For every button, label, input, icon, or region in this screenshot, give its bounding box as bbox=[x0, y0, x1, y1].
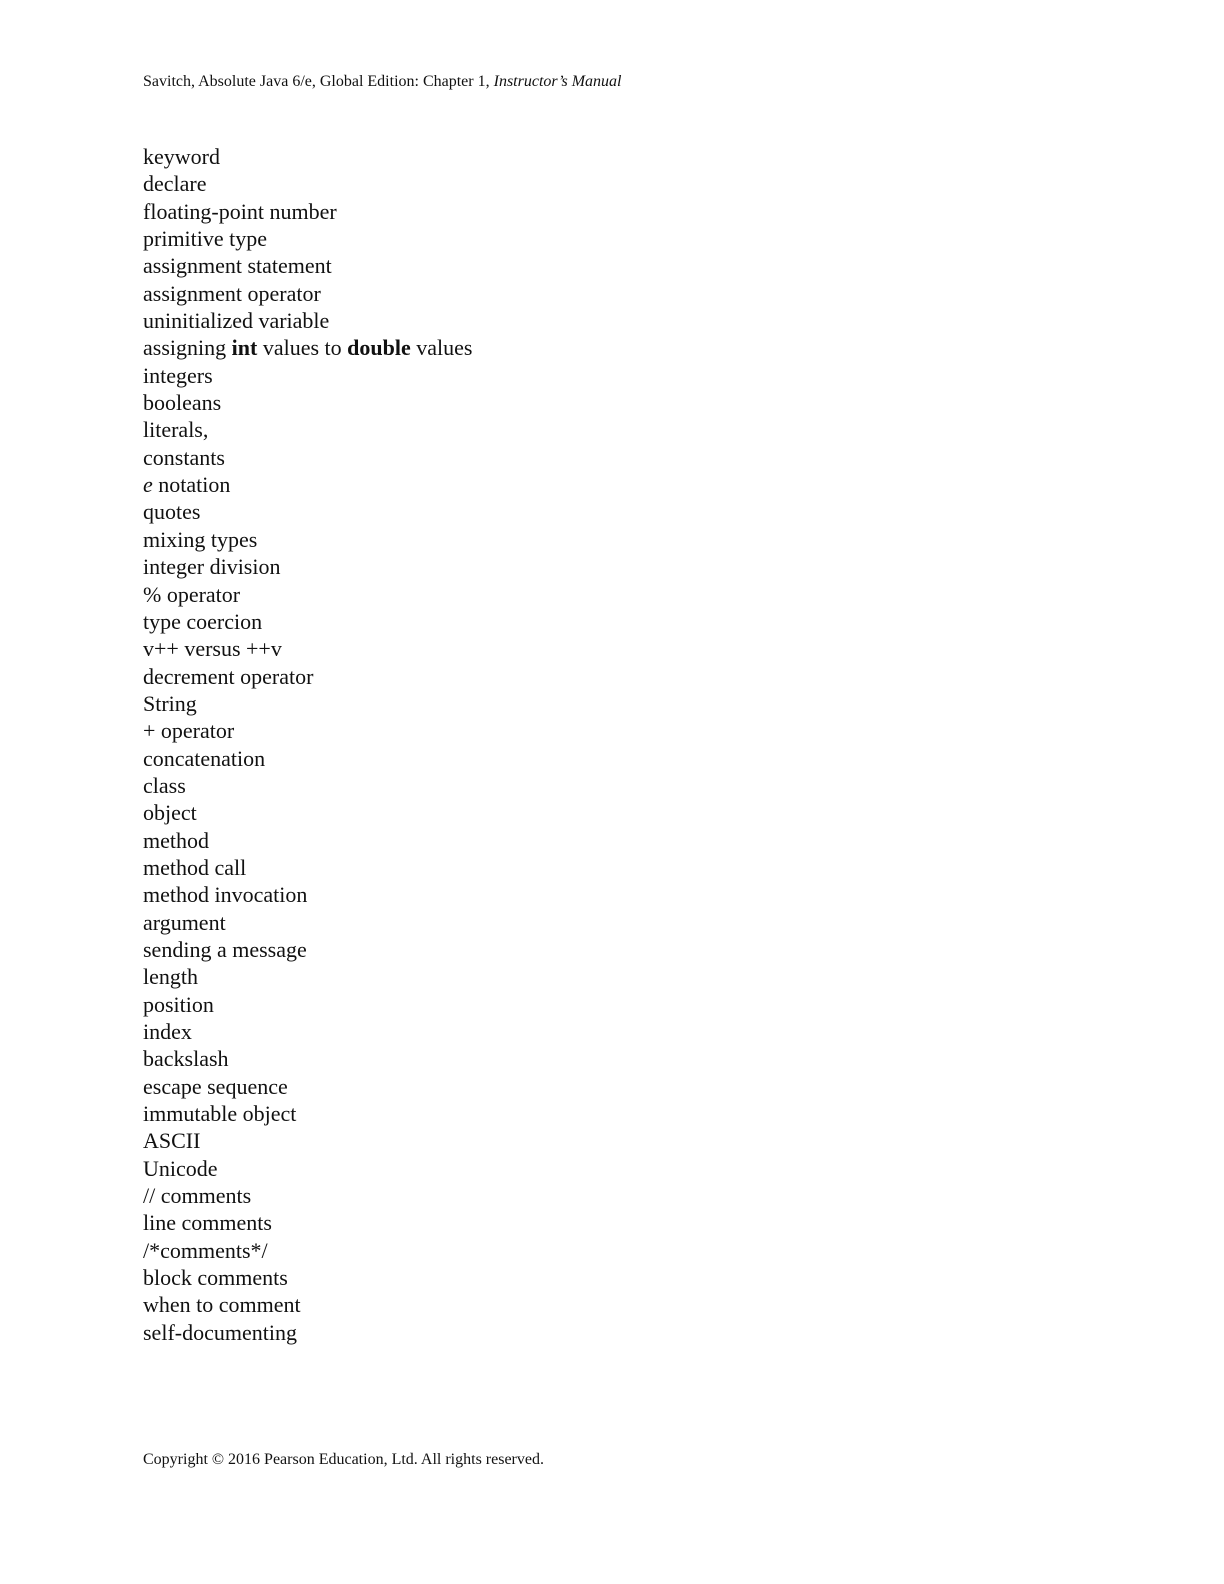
term-item: argument bbox=[143, 909, 226, 935]
term-item: decrement operator bbox=[143, 663, 314, 689]
term-item: when to comment bbox=[143, 1292, 301, 1318]
term-item: declare bbox=[143, 171, 207, 197]
term-item: backslash bbox=[143, 1046, 229, 1072]
term-item: uninitialized variable bbox=[143, 308, 330, 334]
term-item: block comments bbox=[143, 1265, 288, 1291]
term-part: double bbox=[347, 335, 411, 361]
term-part: values to bbox=[257, 335, 348, 361]
term-part: e bbox=[143, 472, 153, 498]
term-part: values bbox=[410, 335, 473, 361]
header-italic-title: Instructor’s Manual bbox=[493, 73, 622, 90]
term-list bbox=[143, 143, 472, 1346]
term-part: int bbox=[231, 335, 258, 361]
copyright-footer: Copyright © 2016 Pearson Education, Ltd. All rights reserved. bbox=[143, 1451, 544, 1468]
term-item: mixing types bbox=[143, 526, 258, 552]
term-item: method bbox=[143, 827, 209, 853]
term-item: assignment statement bbox=[143, 253, 332, 279]
term-item: method call bbox=[143, 854, 247, 880]
term-item: sending a message bbox=[143, 936, 307, 962]
term-item bbox=[143, 471, 472, 498]
term-item bbox=[143, 334, 472, 361]
term-item: length bbox=[143, 964, 198, 990]
term-item: object bbox=[143, 800, 197, 826]
term-item: keyword bbox=[143, 144, 220, 169]
term-item: Unicode bbox=[143, 1155, 218, 1181]
term-item: position bbox=[143, 991, 214, 1017]
term-item: literals, bbox=[143, 417, 209, 443]
term-item: primitive type bbox=[143, 226, 268, 252]
term-item: ASCII bbox=[143, 1128, 201, 1154]
term-item: immutable object bbox=[143, 1101, 297, 1127]
term-item: quotes bbox=[143, 499, 201, 525]
term-item: self-documenting bbox=[143, 1319, 297, 1345]
term-item: booleans bbox=[143, 390, 222, 416]
term-item: index bbox=[143, 1019, 192, 1044]
term-item: class bbox=[143, 772, 186, 798]
term-item: /*comments*/ bbox=[143, 1237, 268, 1263]
term-item: + operator bbox=[143, 718, 235, 744]
term-part: notation bbox=[152, 472, 231, 498]
term-item: method invocation bbox=[143, 882, 308, 908]
term-item: escape sequence bbox=[143, 1073, 288, 1099]
term-item: String bbox=[143, 690, 197, 716]
term-item: type coercion bbox=[143, 608, 263, 634]
term-item: line comments bbox=[143, 1210, 272, 1236]
page-header bbox=[143, 72, 621, 92]
term-item: concatenation bbox=[143, 745, 266, 771]
term-item: integer division bbox=[143, 554, 281, 580]
term-item: floating-point number bbox=[143, 198, 337, 224]
term-item: assignment operator bbox=[143, 280, 321, 306]
term-item: constants bbox=[143, 444, 225, 470]
term-item: integers bbox=[143, 362, 213, 388]
term-item: // comments bbox=[143, 1183, 252, 1209]
term-item: % operator bbox=[143, 581, 241, 607]
term-part: assigning bbox=[143, 335, 232, 361]
header-text: Savitch, Absolute Java 6/e, Global Edition: Chapter 1, bbox=[143, 73, 494, 90]
term-item: v++ versus ++v bbox=[143, 636, 282, 662]
